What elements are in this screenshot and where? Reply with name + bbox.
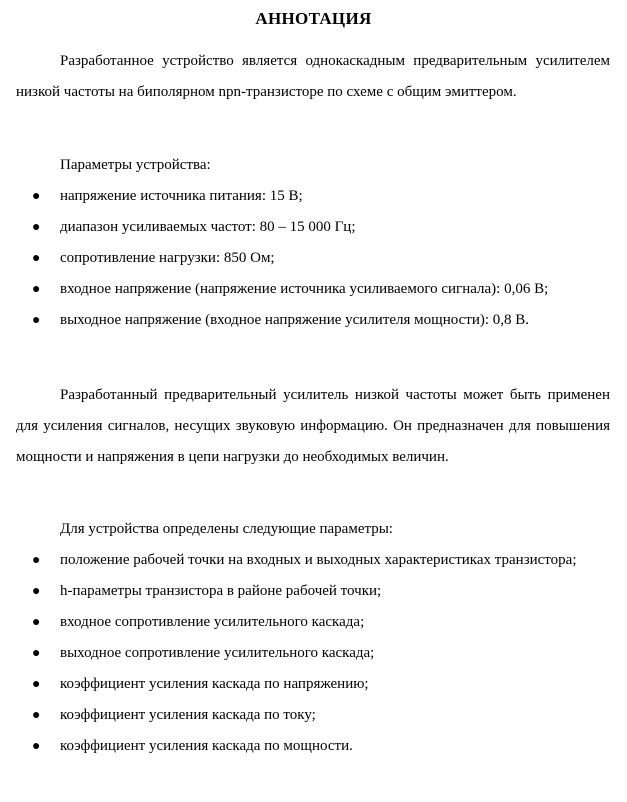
list-item-text: коэффициент усиления каскада по току; — [60, 707, 316, 723]
bullet-icon: ● — [32, 708, 41, 723]
list-item-text: выходное сопротивление усилительного каскада; — [60, 645, 375, 661]
params-heading: Параметры устройства: — [60, 157, 211, 173]
bullet-icon: ● — [32, 677, 41, 692]
usage-paragraph: Разработанный предварительный усилитель низкой частоты может быть применен для усиления сигналов, несущих звуковую информацию. Он предназначен для повышения мощности и напряжения в цепи нагрузки до необходимых величин. — [16, 387, 610, 465]
bullet-icon: ● — [32, 584, 41, 599]
bullet-icon: ● — [32, 282, 41, 297]
list-item-text: выходное напряжение (входное напряжение усилителя мощности): 0,8 В. — [60, 312, 530, 328]
list-item-text: напряжение источника питания: 15 В; — [60, 188, 303, 204]
list-item-text: коэффициент усиления каскада по мощности. — [60, 738, 353, 754]
determined-heading: Для устройства определены следующие параметры: — [60, 521, 393, 537]
list-item-text: диапазон усиливаемых частот: 80 – 15 000 Гц; — [60, 219, 356, 235]
list-item — [0, 669, 627, 700]
list-item — [0, 700, 627, 731]
bullet-icon: ● — [32, 739, 41, 754]
list-item — [0, 576, 627, 607]
list-item — [0, 243, 627, 274]
bullet-icon: ● — [32, 646, 41, 661]
params-list — [0, 181, 627, 336]
list-item-text: коэффициент усиления каскада по напряжению; — [60, 676, 369, 692]
list-item — [0, 212, 627, 243]
list-item-text: сопротивление нагрузки: 850 Ом; — [60, 250, 275, 266]
bullet-icon: ● — [32, 615, 41, 630]
list-item-text: входное напряжение (напряжение источника усиливаемого сигнала): 0,06 В; — [60, 281, 549, 297]
bullet-icon: ● — [32, 251, 41, 266]
list-item — [0, 607, 627, 638]
list-item — [0, 545, 627, 576]
list-item-text: h-параметры транзистора в районе рабочей точки; — [60, 583, 382, 599]
list-item-text: положение рабочей точки на входных и выходных характеристиках транзистора; — [60, 552, 577, 568]
bullet-icon: ● — [32, 313, 41, 328]
list-item — [0, 305, 627, 336]
bullet-icon: ● — [32, 553, 41, 568]
intro-paragraph: Разработанное устройство является однокаскадным предварительным усилителем низкой частоты на биполярном npn-транзисторе по схеме с общим эмиттером. — [16, 53, 610, 100]
page-title: АННОТАЦИЯ — [255, 9, 372, 28]
list-item — [0, 274, 627, 305]
determined-list — [0, 545, 627, 762]
list-item — [0, 638, 627, 669]
list-item — [0, 181, 627, 212]
list-item — [0, 731, 627, 762]
list-item-text: входное сопротивление усилительного каскада; — [60, 614, 365, 630]
bullet-icon: ● — [32, 220, 41, 235]
bullet-icon: ● — [32, 189, 41, 204]
